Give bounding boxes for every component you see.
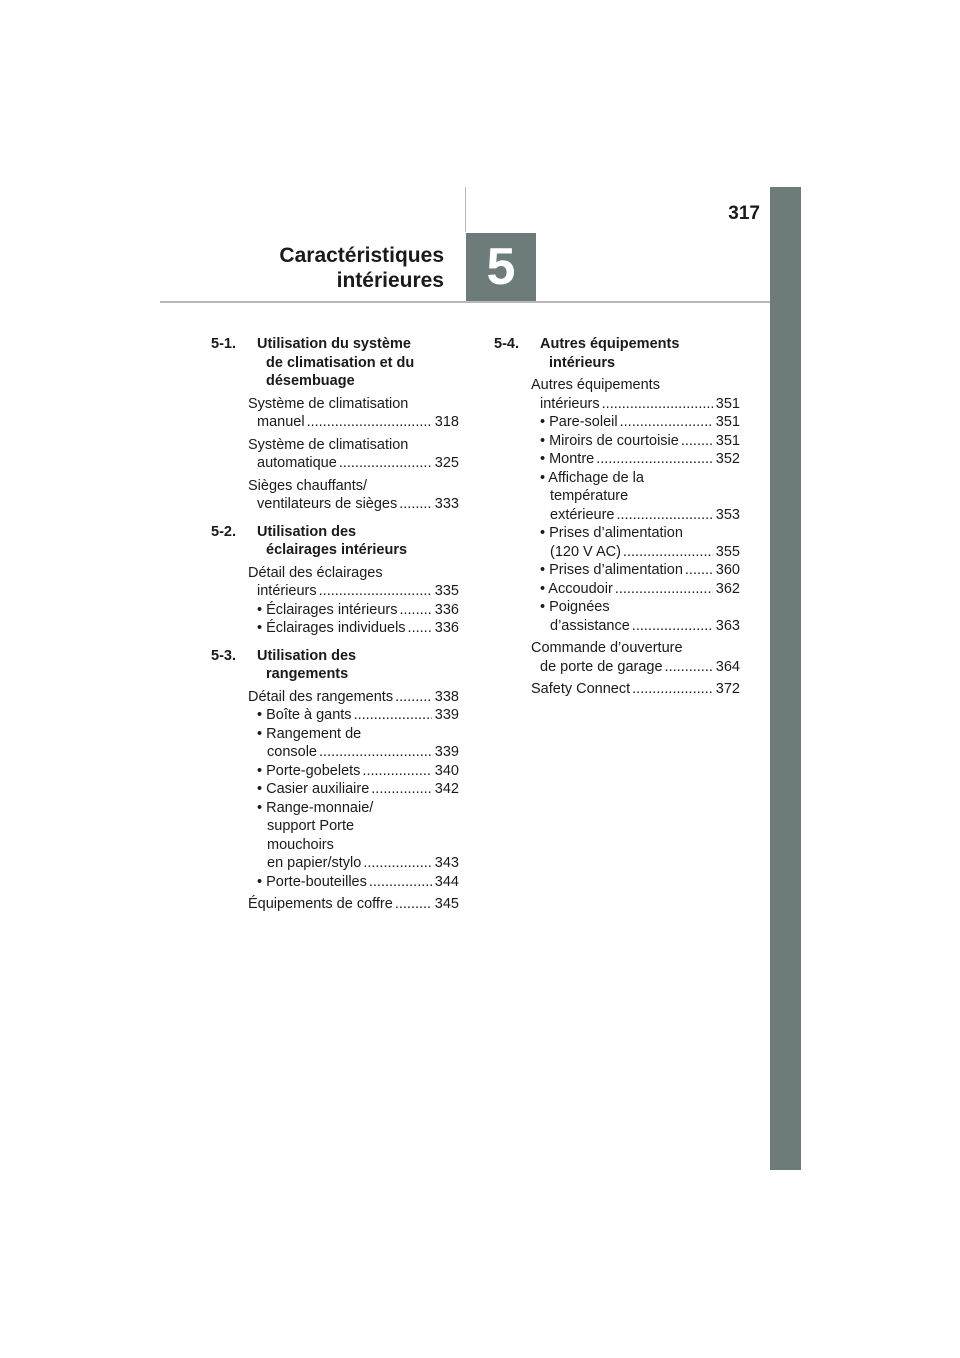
page-ref: 335 — [434, 583, 459, 599]
section-heading[interactable] — [494, 335, 740, 372]
toc-subentry[interactable]: • Accoudoir ..... 362 — [531, 580, 740, 599]
section-number: 5-4. — [494, 336, 519, 352]
page-ref: 351 — [715, 414, 740, 430]
page-number: 317 — [728, 203, 760, 224]
page-ref: 333 — [434, 496, 459, 512]
section-number: 5-3. — [211, 647, 236, 664]
toc-entry[interactable]: Safety Connect ..... 372 — [531, 680, 740, 699]
toc-subentry[interactable]: • Porte-bouteilles ..... 344 — [248, 873, 459, 892]
section-heading[interactable] — [211, 335, 459, 391]
section-title: Utilisation des rangements — [257, 647, 357, 682]
toc-entry[interactable]: Commande d’ouverture de porte de garage ..... 364 — [531, 639, 740, 676]
toc-left-column — [211, 335, 459, 923]
page-ref: 343 — [434, 855, 459, 871]
page-ref: 353 — [715, 506, 740, 523]
toc-subentry[interactable]: • Boîte à gants ..... 339 — [248, 706, 459, 725]
toc-section-5-1 — [211, 335, 459, 514]
toc-entry[interactable]: Détail des éclairages intérieurs ..... 335 • Éclairages intérieurs ..... 336 • Éclairages individuels ..... 336 — [248, 564, 459, 638]
toc-subentry[interactable]: • Range-monnaie/ support Porte mouchoirs en papier/stylo ..... 343 — [248, 799, 459, 873]
page-ref: 352 — [715, 451, 740, 467]
section-number: 5-1. — [211, 336, 236, 352]
toc-subentry[interactable]: • Montre ..... 352 — [531, 450, 740, 469]
page-ref: 338 — [434, 688, 459, 705]
toc-section-5-2 — [211, 523, 459, 638]
page-ref: 345 — [434, 896, 459, 912]
toc-subentry[interactable]: • Porte-gobelets ..... 340 — [248, 762, 459, 781]
toc-subentry[interactable]: • Prises d’alimentation ..... 360 — [531, 561, 740, 580]
toc-subentry[interactable]: • Miroirs de courtoisie ..... 351 — [531, 432, 740, 451]
chapter-number: 5 — [486, 238, 516, 296]
toc-subentry[interactable]: • Casier auxiliaire ..... 342 — [248, 780, 459, 799]
chapter-number-box — [466, 233, 536, 301]
toc-entry[interactable]: Détail des rangements ..... 338 • Boîte à gants ..... 339 • Rangement de console ..... 339 • Porte-gobelets ..... 340 • Casier auxiliaire ..... 342 • Range-monnaie/ support Porte mouchoirs en papier/stylo ..... 343 • Porte-bouteilles ..... 344 — [248, 688, 459, 892]
toc-entry[interactable]: Système de climatisation automatique ..... 325 — [248, 436, 459, 473]
toc-subentry[interactable]: • Poignées d’assistance ..... 363 — [531, 598, 740, 635]
chapter-title — [200, 243, 444, 293]
page-ref: 339 — [434, 744, 459, 760]
page-ref: 340 — [434, 762, 459, 779]
page-ref: 363 — [715, 617, 740, 634]
page-ref: 344 — [434, 873, 459, 890]
section-number: 5-2. — [211, 523, 236, 540]
page-ref: 336 — [434, 620, 459, 636]
section-title: Utilisation des éclairages intérieurs — [257, 523, 408, 558]
page-ref: 372 — [715, 681, 740, 697]
toc-entry[interactable]: Équipements de coffre ..... 345 — [248, 895, 459, 914]
toc-subentry[interactable]: • Affichage de la température extérieure ..... 353 — [531, 469, 740, 525]
header-horizontal-rule — [160, 301, 770, 303]
section-heading[interactable] — [211, 523, 459, 560]
page-ref: 364 — [715, 658, 740, 675]
chapter-title-line1: Caractéristiques — [279, 244, 444, 267]
section-heading[interactable] — [211, 647, 459, 684]
page-ref: 342 — [434, 781, 459, 797]
header-vertical-rule — [465, 187, 466, 232]
page-ref: 360 — [715, 562, 740, 578]
page-ref: 325 — [434, 455, 459, 471]
page-ref: 318 — [434, 414, 459, 430]
toc-right-column — [494, 335, 740, 708]
page-ref: 351 — [715, 395, 740, 412]
toc-subentry[interactable]: • Pare-soleil ..... 351 — [531, 413, 740, 432]
toc-subentry[interactable]: • Rangement de console ..... 339 — [248, 725, 459, 762]
toc-subentry[interactable]: • Éclairages intérieurs ..... 336 — [248, 601, 459, 620]
page-ref: 362 — [715, 580, 740, 597]
page-ref: 355 — [715, 543, 740, 560]
section-title: Autres équipements intérieurs — [540, 336, 680, 371]
section-title: Utilisation du système de climatisation et du désembuage — [257, 336, 415, 389]
page-ref: 351 — [715, 432, 740, 449]
toc-entry[interactable]: Système de climatisation manuel ..... 318 — [248, 395, 459, 432]
toc-section-5-3 — [211, 647, 459, 914]
toc-entry[interactable]: Sièges chauffants/ ventilateurs de sièges ..... 333 — [248, 477, 459, 514]
toc-section-5-4 — [494, 335, 740, 699]
page-ref: 339 — [434, 707, 459, 723]
toc-subentry[interactable]: • Éclairages individuels ..... 336 — [248, 619, 459, 638]
toc-entry[interactable]: Autres équipements intérieurs ..... 351 • Pare-soleil ..... 351 • Miroirs de courtoisie ..... 351 • Montre ..... 352 • Affichage de la température extérieure ..... 353 • Prises d’alimentation (120 V AC) ..... 355 • Prises d’alimentation ..... 360 • Accoudoir ..... 362 • Poignées d’assistance ..... 363 — [531, 376, 740, 635]
toc-subentry[interactable]: • Prises d’alimentation (120 V AC) ..... 355 — [531, 524, 740, 561]
chapter-side-tab — [770, 187, 801, 1170]
page-ref: 336 — [434, 601, 459, 618]
chapter-title-line2: intérieures — [336, 269, 444, 292]
